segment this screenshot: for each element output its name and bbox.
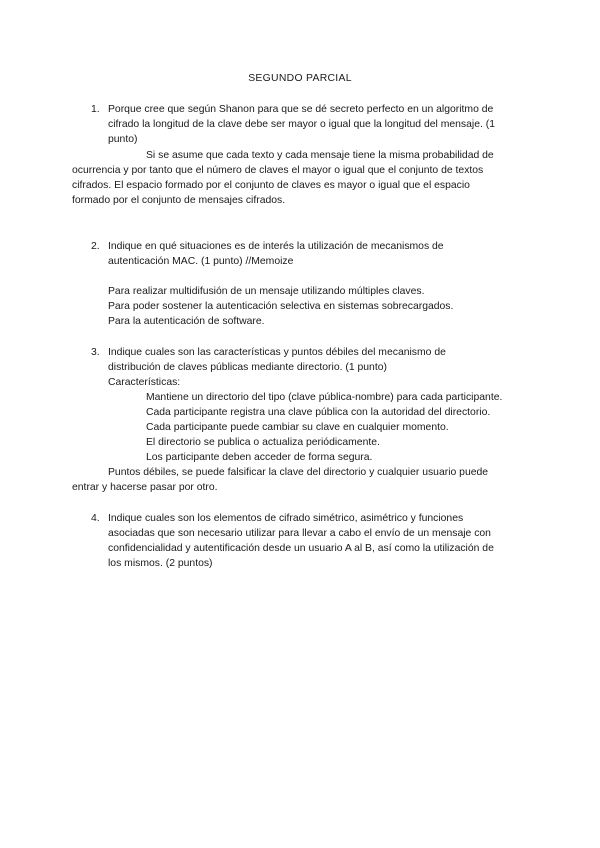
- question-2-line: autenticación MAC. (1 punto) //Memoize: [108, 256, 294, 267]
- answer-2-line: Para realizar multidifusión de un mensaje utilizando múltiples claves.: [108, 286, 425, 297]
- page-title: SEGUNDO PARCIAL: [248, 73, 352, 84]
- question-1-line: Porque cree que según Shanon para que se dé secreto perfecto en un algoritmo de: [108, 104, 494, 115]
- answer-1-line: formado por el conjunto de mensajes cifrados.: [72, 195, 286, 206]
- answer-2-line: Para poder sostener la autenticación selectiva en sistemas sobrecargados.: [108, 301, 454, 312]
- question-2-line: Indique en qué situaciones es de interés la utilización de mecanismos de: [108, 241, 444, 252]
- answer-2-line: Para la autenticación de software.: [108, 316, 265, 327]
- question-1-number: 1.: [91, 104, 100, 115]
- question-4-line: confidencialidad y autentificación desde un usuario A al B, así como la utilización de: [108, 543, 494, 554]
- question-3-line: Indique cuales son las características y puntos débiles del mecanismo de: [108, 347, 446, 358]
- question-4-line: los mismos. (2 puntos): [108, 558, 213, 569]
- question-4-line: Indique cuales son los elementos de cifrado simétrico, asimétrico y funciones: [108, 513, 464, 524]
- weak-points-line: entrar y hacerse pasar por otro.: [72, 482, 218, 493]
- feature-item: El directorio se publica o actualiza periódicamente.: [146, 437, 380, 448]
- answer-1-line: ocurrencia y por tanto que el número de claves el mayor o igual que el conjunto de textos: [72, 165, 484, 176]
- feature-item: Mantiene un directorio del tipo (clave pública-nombre) para cada participante.: [146, 392, 503, 403]
- question-1-line: cifrado la longitud de la clave debe ser mayor o igual que la longitud del mensaje. (1: [108, 119, 496, 130]
- question-4-number: 4.: [91, 513, 100, 524]
- feature-item: Cada participante registra una clave pública con la autoridad del directorio.: [146, 407, 491, 418]
- feature-item: Cada participante puede cambiar su clave en cualquier momento.: [146, 422, 449, 433]
- question-3-line: distribución de claves públicas mediante directorio. (1 punto): [108, 362, 387, 373]
- feature-item: Los participante deben acceder de forma segura.: [146, 452, 373, 463]
- question-1-line: punto): [108, 134, 138, 145]
- question-4-line: asociadas que son necesario utilizar para llevar a cabo el envío de un mensaje con: [108, 528, 491, 539]
- question-3-number: 3.: [91, 347, 100, 358]
- answer-1-line: Si se asume que cada texto y cada mensaje tiene la misma probabilidad de: [146, 150, 494, 161]
- question-2-number: 2.: [91, 241, 100, 252]
- weak-points-line: Puntos débiles, se puede falsificar la clave del directorio y cualquier usuario puede: [108, 467, 489, 478]
- answer-1-line: cifrados. El espacio formado por el conjunto de claves es mayor o igual que el espacio: [72, 180, 470, 191]
- features-label: Características:: [108, 377, 181, 388]
